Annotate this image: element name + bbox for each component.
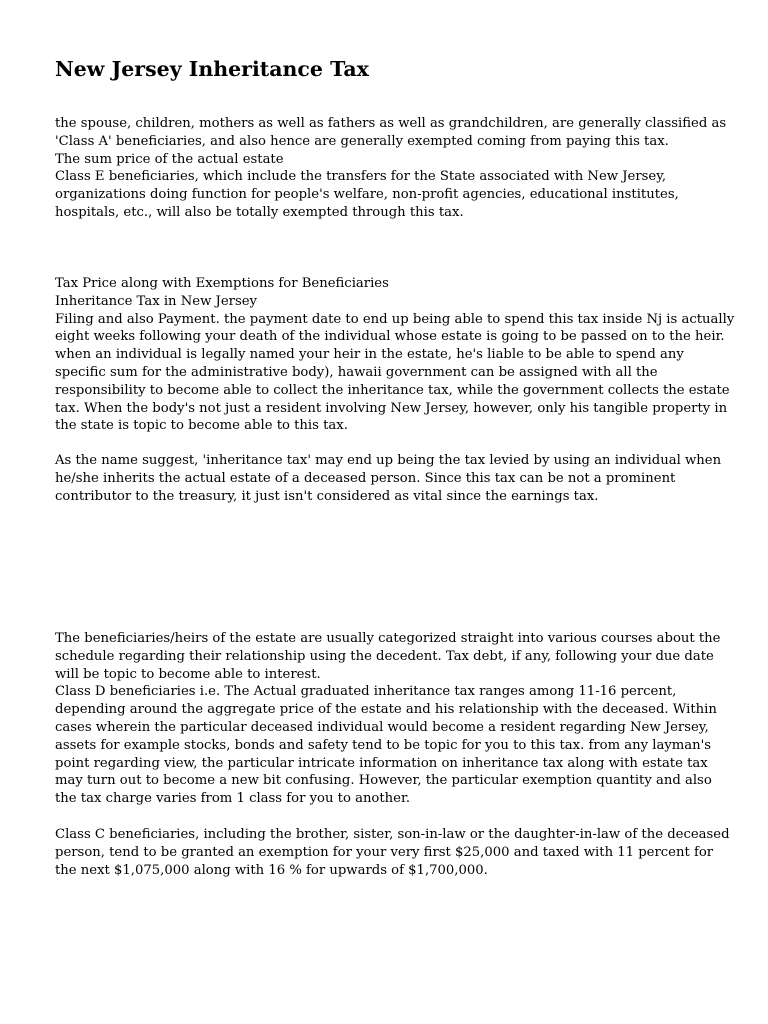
text-line: 'Class A' beneficiaries, and also hence are generally exempted coming from paying this tax.: [55, 133, 669, 149]
text-line: Class E beneficiaries, which include the transfers for the State associated with New Jersey,: [55, 169, 667, 185]
text-line: Class D beneficiaries i.e. The Actual graduated inheritance tax ranges among 11-16 percent,: [55, 684, 677, 700]
text-line: when an individual is legally named your heir in the estate, he's liable to be able to spend any: [55, 347, 684, 363]
text-line: the tax charge varies from 1 class for you to another.: [55, 791, 411, 807]
paragraph-block: [55, 826, 730, 879]
page-title: New Jersey Inheritance Tax: [55, 57, 369, 81]
text-line: the next $1,075,000 along with 16 % for upwards of $1,700,000.: [55, 862, 488, 878]
text-line: Inheritance Tax in New Jersey: [55, 293, 257, 309]
text-line: he/she inherits the actual estate of a deceased person. Since this tax can be not a prominent: [55, 470, 676, 486]
text-line: point regarding view, the particular intricate information on inheritance tax along with estate tax: [55, 755, 708, 771]
text-line: tax. When the body's not just a resident involving New Jersey, however, only his tangible property in: [55, 400, 728, 416]
text-line: responsibility to become able to collect the inheritance tax, while the government collects the estate: [55, 382, 730, 398]
text-line: hospitals, etc., will also be totally exempted through this tax.: [55, 204, 464, 220]
text-line: schedule regarding their relationship using the decedent. Tax debt, if any, following your due date: [55, 648, 714, 664]
text-line: Class C beneficiaries, including the brother, sister, son-in-law or the daughter-in-law of the deceased: [55, 827, 730, 842]
text-line: specific sum for the administrative body), hawaii government can be assigned with all the: [55, 364, 658, 380]
text-line: the state is topic to become able to this tax.: [55, 418, 348, 434]
paragraph-block: [55, 630, 720, 808]
text-line: depending around the aggregate price of the estate and his relationship with the deceased. Within: [55, 702, 717, 718]
text-line: Filing and also Payment. the payment date to end up being able to spend this tax inside Nj is actually: [55, 311, 735, 327]
text-line: will be topic to become able to interest.: [55, 666, 321, 682]
text-line: cases wherein the particular deceased individual would become a resident regarding New Jersey,: [55, 719, 709, 735]
paragraph-block: [55, 452, 720, 505]
text-line: Tax Price along with Exemptions for Beneficiaries: [55, 276, 389, 291]
text-line: The sum price of the actual estate: [55, 151, 284, 167]
text-line: the spouse, children, mothers as well as fathers as well as grandchildren, are generally classified as: [55, 116, 727, 131]
text-line: organizations doing function for people's welfare, non-profit agencies, educational institutes,: [55, 187, 679, 203]
paragraph-block: [55, 275, 735, 435]
text-line: The beneficiaries/heirs of the estate are usually categorized straight into various courses about the: [55, 631, 721, 646]
text-line: eight weeks following your death of the individual whose estate is going to be passed on to the heir.: [55, 329, 725, 345]
paragraph-block: [55, 115, 727, 222]
text-line: assets for example stocks, bonds and safety tend to be topic for you to this tax. from any layman's: [55, 737, 712, 753]
text-line: As the name suggest, 'inheritance tax' may end up being the tax levied by using an individual when: [55, 453, 722, 468]
text-line: person, tend to be granted an exemption for your very first $25,000 and taxed with 11 percent for: [55, 844, 714, 860]
text-line: may turn out to become a new bit confusing. However, the particular exemption quantity and also: [55, 773, 712, 789]
text-line: contributor to the treasury, it just isn't considered as vital since the earnings tax.: [55, 488, 599, 504]
